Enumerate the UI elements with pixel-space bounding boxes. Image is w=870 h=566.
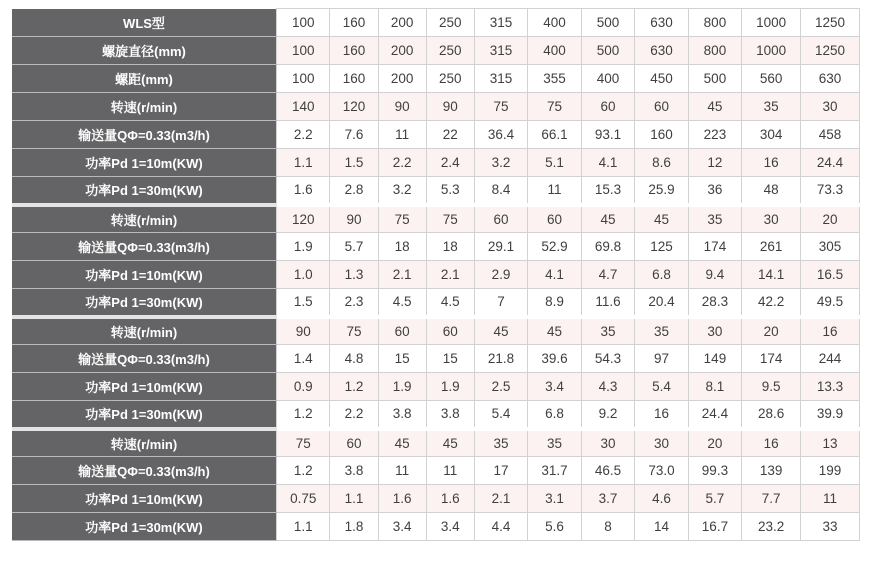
row-label: 螺距(mm): [12, 65, 277, 93]
value-cell: 97: [635, 345, 688, 373]
value-cell: 2.9: [474, 261, 527, 289]
value-cell: 355: [528, 65, 581, 93]
value-cell: 15.3: [581, 177, 634, 205]
value-cell: 560: [742, 65, 801, 93]
spec-row: [12, 177, 860, 205]
value-cell: 1250: [801, 37, 860, 65]
value-cell: 1.1: [277, 149, 330, 177]
value-cell: 3.4: [528, 373, 581, 401]
value-cell: 2.1: [378, 261, 426, 289]
value-cell: 100: [277, 65, 330, 93]
value-cell: 23.2: [742, 513, 801, 541]
value-cell: 450: [635, 65, 688, 93]
value-cell: 54.3: [581, 345, 634, 373]
row-label: 转速(r/min): [12, 317, 277, 345]
row-label: 功率Pd 1=10m(KW): [12, 261, 277, 289]
value-cell: 2.3: [330, 289, 378, 317]
value-cell: 100: [277, 9, 330, 37]
spec-row: [12, 401, 860, 429]
value-cell: 1.5: [330, 149, 378, 177]
value-cell: 2.1: [474, 485, 527, 513]
value-cell: 75: [474, 93, 527, 121]
value-cell: 304: [742, 121, 801, 149]
row-label: 螺旋直径(mm): [12, 37, 277, 65]
value-cell: 2.5: [474, 373, 527, 401]
value-cell: 305: [801, 233, 860, 261]
value-cell: 250: [426, 9, 474, 37]
value-cell: 60: [635, 93, 688, 121]
value-cell: 69.8: [581, 233, 634, 261]
value-cell: 1000: [742, 9, 801, 37]
value-cell: 0.75: [277, 485, 330, 513]
row-group: [12, 205, 860, 317]
value-cell: 160: [635, 121, 688, 149]
value-cell: 3.1: [528, 485, 581, 513]
value-cell: 200: [378, 9, 426, 37]
value-cell: 1.4: [277, 345, 330, 373]
spec-row: [12, 93, 860, 121]
value-cell: 14.1: [742, 261, 801, 289]
value-cell: 200: [378, 65, 426, 93]
value-cell: 35: [581, 317, 634, 345]
value-cell: 18: [378, 233, 426, 261]
value-cell: 49.5: [801, 289, 860, 317]
value-cell: 6.8: [528, 401, 581, 429]
value-cell: 5.4: [635, 373, 688, 401]
value-cell: 45: [581, 205, 634, 233]
value-cell: 1250: [801, 9, 860, 37]
value-cell: 13.3: [801, 373, 860, 401]
value-cell: 250: [426, 37, 474, 65]
value-cell: 45: [426, 429, 474, 457]
value-cell: 24.4: [688, 401, 741, 429]
value-cell: 9.2: [581, 401, 634, 429]
value-cell: 0.9: [277, 373, 330, 401]
row-label: 功率Pd 1=30m(KW): [12, 513, 277, 541]
value-cell: 4.4: [474, 513, 527, 541]
value-cell: 1.2: [277, 457, 330, 485]
value-cell: 33: [801, 513, 860, 541]
value-cell: 16.5: [801, 261, 860, 289]
value-cell: 36.4: [474, 121, 527, 149]
value-cell: 73.0: [635, 457, 688, 485]
value-cell: 1.2: [330, 373, 378, 401]
value-cell: 75: [378, 205, 426, 233]
value-cell: 261: [742, 233, 801, 261]
spec-row: [12, 261, 860, 289]
value-cell: 60: [330, 429, 378, 457]
value-cell: 630: [635, 37, 688, 65]
value-cell: 3.7: [581, 485, 634, 513]
value-cell: 3.4: [378, 513, 426, 541]
value-cell: 1.3: [330, 261, 378, 289]
value-cell: 8.9: [528, 289, 581, 317]
value-cell: 11: [378, 121, 426, 149]
value-cell: 500: [581, 37, 634, 65]
value-cell: 48: [742, 177, 801, 205]
value-cell: 45: [474, 317, 527, 345]
value-cell: 75: [277, 429, 330, 457]
value-cell: 1.8: [330, 513, 378, 541]
value-cell: 93.1: [581, 121, 634, 149]
value-cell: 5.1: [528, 149, 581, 177]
value-cell: 60: [528, 205, 581, 233]
value-cell: 315: [474, 65, 527, 93]
value-cell: 7.6: [330, 121, 378, 149]
value-cell: 160: [330, 65, 378, 93]
value-cell: 16: [635, 401, 688, 429]
value-cell: 8.1: [688, 373, 741, 401]
value-cell: 1.1: [330, 485, 378, 513]
spec-row: [12, 149, 860, 177]
value-cell: 35: [474, 429, 527, 457]
value-cell: 9.5: [742, 373, 801, 401]
value-cell: 500: [581, 9, 634, 37]
value-cell: 35: [635, 317, 688, 345]
value-cell: 800: [688, 37, 741, 65]
spec-row: [12, 205, 860, 233]
value-cell: 30: [801, 93, 860, 121]
value-cell: 6.8: [635, 261, 688, 289]
spec-row: [12, 37, 860, 65]
value-cell: 8: [581, 513, 634, 541]
value-cell: 90: [378, 93, 426, 121]
value-cell: 2.2: [277, 121, 330, 149]
value-cell: 60: [378, 317, 426, 345]
value-cell: 250: [426, 65, 474, 93]
value-cell: 5.7: [688, 485, 741, 513]
row-label: 转速(r/min): [12, 429, 277, 457]
value-cell: 35: [742, 93, 801, 121]
spec-row: [12, 429, 860, 457]
value-cell: 244: [801, 345, 860, 373]
value-cell: 8.4: [474, 177, 527, 205]
value-cell: 1.0: [277, 261, 330, 289]
row-label: 功率Pd 1=10m(KW): [12, 485, 277, 513]
spec-row: [12, 317, 860, 345]
value-cell: 120: [277, 205, 330, 233]
value-cell: 120: [330, 93, 378, 121]
value-cell: 36: [688, 177, 741, 205]
value-cell: 52.9: [528, 233, 581, 261]
value-cell: 4.7: [581, 261, 634, 289]
value-cell: 30: [635, 429, 688, 457]
value-cell: 20: [742, 317, 801, 345]
row-label: WLS型: [12, 9, 277, 37]
value-cell: 35: [528, 429, 581, 457]
value-cell: 2.8: [330, 177, 378, 205]
row-label: 功率Pd 1=30m(KW): [12, 177, 277, 205]
value-cell: 149: [688, 345, 741, 373]
value-cell: 24.4: [801, 149, 860, 177]
value-cell: 1.2: [277, 401, 330, 429]
value-cell: 3.8: [426, 401, 474, 429]
value-cell: 45: [528, 317, 581, 345]
value-cell: 5.7: [330, 233, 378, 261]
value-cell: 21.8: [474, 345, 527, 373]
value-cell: 31.7: [528, 457, 581, 485]
value-cell: 28.6: [742, 401, 801, 429]
value-cell: 35: [688, 205, 741, 233]
value-cell: 2.4: [426, 149, 474, 177]
value-cell: 20.4: [635, 289, 688, 317]
value-cell: 11: [801, 485, 860, 513]
value-cell: 223: [688, 121, 741, 149]
value-cell: 7: [474, 289, 527, 317]
value-cell: 800: [688, 9, 741, 37]
value-cell: 100: [277, 37, 330, 65]
value-cell: 5.4: [474, 401, 527, 429]
row-label: 转速(r/min): [12, 205, 277, 233]
spec-row: [12, 373, 860, 401]
value-cell: 28.3: [688, 289, 741, 317]
value-cell: 30: [688, 317, 741, 345]
value-cell: 4.1: [581, 149, 634, 177]
value-cell: 29.1: [474, 233, 527, 261]
value-cell: 30: [742, 205, 801, 233]
value-cell: 3.8: [330, 457, 378, 485]
row-label: 功率Pd 1=10m(KW): [12, 149, 277, 177]
value-cell: 315: [474, 37, 527, 65]
value-cell: 90: [277, 317, 330, 345]
value-cell: 60: [426, 317, 474, 345]
value-cell: 39.6: [528, 345, 581, 373]
row-group: [12, 317, 860, 429]
value-cell: 1.1: [277, 513, 330, 541]
value-cell: 160: [330, 37, 378, 65]
row-label: 输送量QΦ=0.33(m3/h): [12, 457, 277, 485]
value-cell: 15: [426, 345, 474, 373]
spec-row: [12, 233, 860, 261]
value-cell: 66.1: [528, 121, 581, 149]
row-label: 功率Pd 1=30m(KW): [12, 289, 277, 317]
value-cell: 4.3: [581, 373, 634, 401]
value-cell: 11.6: [581, 289, 634, 317]
value-cell: 13: [801, 429, 860, 457]
value-cell: 9.4: [688, 261, 741, 289]
value-cell: 4.6: [635, 485, 688, 513]
value-cell: 30: [581, 429, 634, 457]
value-cell: 500: [688, 65, 741, 93]
value-cell: 3.2: [378, 177, 426, 205]
value-cell: 45: [635, 205, 688, 233]
value-cell: 3.8: [378, 401, 426, 429]
value-cell: 2.2: [330, 401, 378, 429]
value-cell: 3.4: [426, 513, 474, 541]
value-cell: 1.6: [426, 485, 474, 513]
value-cell: 14: [635, 513, 688, 541]
row-group: [12, 9, 860, 205]
row-label: 功率Pd 1=10m(KW): [12, 373, 277, 401]
spec-row: [12, 9, 860, 37]
value-cell: 60: [474, 205, 527, 233]
value-cell: 18: [426, 233, 474, 261]
value-cell: 90: [330, 205, 378, 233]
value-cell: 11: [528, 177, 581, 205]
spec-row: [12, 457, 860, 485]
spec-row: [12, 289, 860, 317]
value-cell: 25.9: [635, 177, 688, 205]
row-label: 输送量QΦ=0.33(m3/h): [12, 345, 277, 373]
value-cell: 99.3: [688, 457, 741, 485]
spec-row: [12, 345, 860, 373]
value-cell: 630: [801, 65, 860, 93]
value-cell: 630: [635, 9, 688, 37]
value-cell: 22: [426, 121, 474, 149]
value-cell: 174: [742, 345, 801, 373]
value-cell: 17: [474, 457, 527, 485]
spec-row: [12, 485, 860, 513]
value-cell: 139: [742, 457, 801, 485]
value-cell: 1.9: [426, 373, 474, 401]
value-cell: 75: [528, 93, 581, 121]
value-cell: 2.1: [426, 261, 474, 289]
row-label: 输送量QΦ=0.33(m3/h): [12, 121, 277, 149]
value-cell: 12: [688, 149, 741, 177]
row-label: 输送量QΦ=0.33(m3/h): [12, 233, 277, 261]
value-cell: 199: [801, 457, 860, 485]
value-cell: 75: [330, 317, 378, 345]
value-cell: 8.6: [635, 149, 688, 177]
value-cell: 11: [426, 457, 474, 485]
row-label: 转速(r/min): [12, 93, 277, 121]
value-cell: 140: [277, 93, 330, 121]
value-cell: 174: [688, 233, 741, 261]
row-label: 功率Pd 1=30m(KW): [12, 401, 277, 429]
value-cell: 20: [688, 429, 741, 457]
value-cell: 46.5: [581, 457, 634, 485]
value-cell: 20: [801, 205, 860, 233]
value-cell: 160: [330, 9, 378, 37]
value-cell: 1.6: [277, 177, 330, 205]
value-cell: 315: [474, 9, 527, 37]
value-cell: 45: [688, 93, 741, 121]
spec-row: [12, 65, 860, 93]
value-cell: 4.8: [330, 345, 378, 373]
value-cell: 90: [426, 93, 474, 121]
value-cell: 7.7: [742, 485, 801, 513]
row-group: [12, 429, 860, 541]
value-cell: 400: [581, 65, 634, 93]
value-cell: 4.1: [528, 261, 581, 289]
value-cell: 45: [378, 429, 426, 457]
value-cell: 400: [528, 9, 581, 37]
value-cell: 16: [742, 429, 801, 457]
value-cell: 5.3: [426, 177, 474, 205]
value-cell: 16.7: [688, 513, 741, 541]
value-cell: 400: [528, 37, 581, 65]
value-cell: 1.9: [277, 233, 330, 261]
value-cell: 5.6: [528, 513, 581, 541]
value-cell: 4.5: [378, 289, 426, 317]
value-cell: 3.2: [474, 149, 527, 177]
value-cell: 1.5: [277, 289, 330, 317]
value-cell: 39.9: [801, 401, 860, 429]
value-cell: 60: [581, 93, 634, 121]
spec-table-container: [12, 8, 860, 541]
spec-table: [12, 8, 860, 541]
value-cell: 11: [378, 457, 426, 485]
value-cell: 2.2: [378, 149, 426, 177]
value-cell: 125: [635, 233, 688, 261]
spec-row: [12, 513, 860, 541]
value-cell: 1.9: [378, 373, 426, 401]
value-cell: 4.5: [426, 289, 474, 317]
value-cell: 458: [801, 121, 860, 149]
value-cell: 15: [378, 345, 426, 373]
value-cell: 42.2: [742, 289, 801, 317]
spec-row: [12, 121, 860, 149]
value-cell: 75: [426, 205, 474, 233]
value-cell: 16: [801, 317, 860, 345]
value-cell: 200: [378, 37, 426, 65]
value-cell: 73.3: [801, 177, 860, 205]
value-cell: 1000: [742, 37, 801, 65]
value-cell: 1.6: [378, 485, 426, 513]
value-cell: 16: [742, 149, 801, 177]
